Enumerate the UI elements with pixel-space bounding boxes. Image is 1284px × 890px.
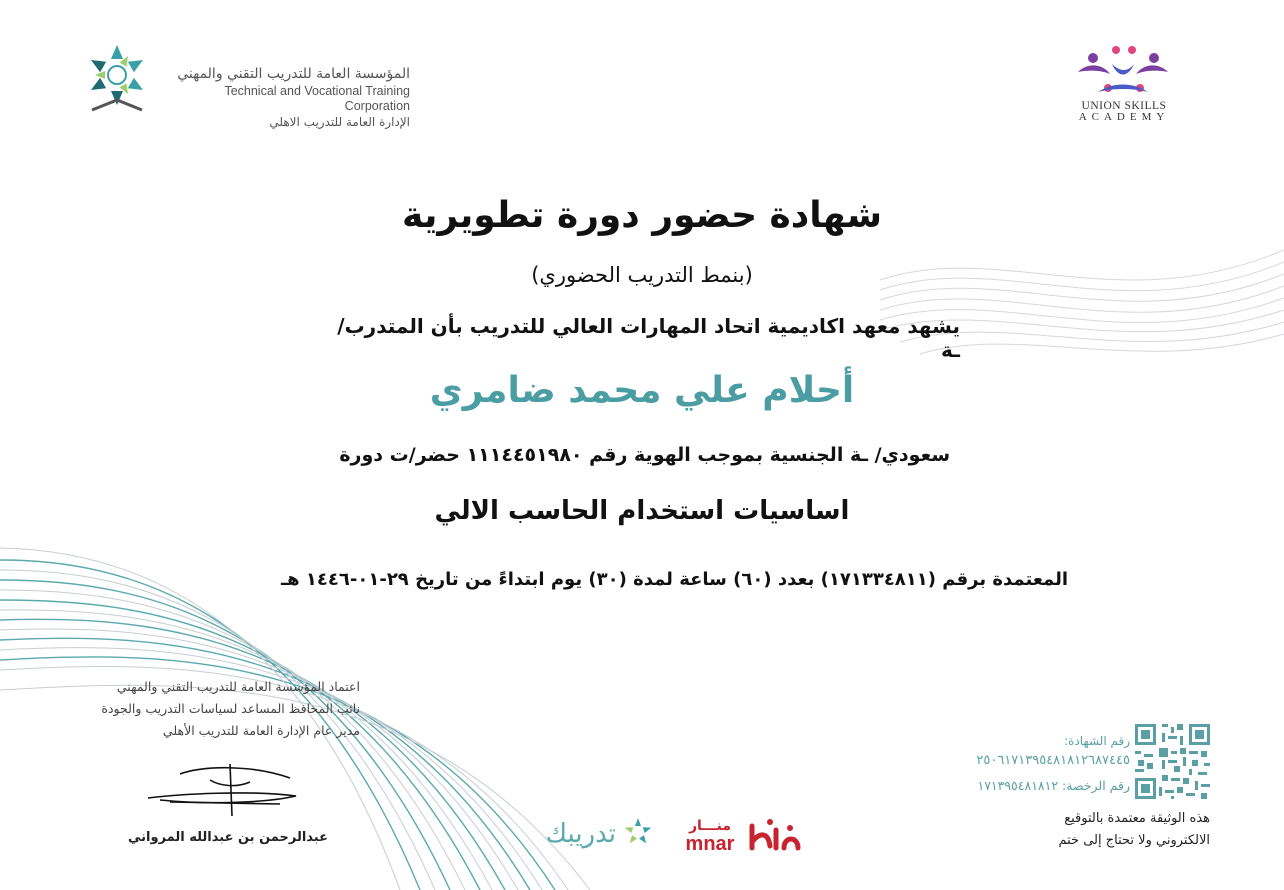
tadreebk-logo (520, 810, 660, 854)
electronic-signature-note (960, 808, 1210, 852)
union-skills-logo (1068, 42, 1178, 102)
certificate-title: شهادة حضور دورة تطويرية (402, 195, 882, 236)
mnar-arabic: منـــار (688, 818, 732, 834)
note-line-2: الالكتروني ولا تحتاج إلى ختم (1058, 833, 1210, 849)
tvtc-name-en: Technical and Vocational Training Corporation (224, 83, 410, 114)
signatory-line-1: اعتماد المؤسسة العامة للتدريب التقني والمهني (116, 679, 360, 694)
license-number: رقم الرخصة: ١٧١٣٩٥٤٨١٨١٢ (977, 778, 1130, 793)
mnar-logo (680, 812, 808, 856)
qr-code-icon[interactable] (1135, 724, 1210, 799)
trainee-name: أحلام علي محمد ضامري (429, 370, 855, 411)
nationality-line: سعودي/ ـة الجنسية بموجب الهوية رقم ١١١٤٤٥١٩٨٠ حضر/ت دورة (339, 444, 950, 466)
tadreebk-wordmark: تدريبك (545, 819, 616, 849)
union-skills-wordmark (1040, 100, 1208, 124)
certifies-text: يشهد معهد اكاديمية اتحاد المهارات العالي للتدريب بأن المتدرب/ ـة (337, 314, 960, 362)
certificate-number: ٢٥٠٦١٧١٣٩٥٤٨١٨١٢٦٨٧٤٤٥ (976, 753, 1130, 768)
academy-line-1: UNION SKILLS (1081, 100, 1167, 112)
note-line-1: هذه الوثيقة معتمدة بالتوقيع (1064, 811, 1210, 826)
course-name: اساسيات استخدام الحاسب الالي (434, 496, 850, 526)
tvtc-name-ar: المؤسسة العامة للتدريب التقني والمهني (177, 66, 410, 82)
academy-line-2: ACADEMY (1078, 111, 1170, 124)
handwritten-signature (140, 760, 300, 820)
approval-line: المعتمدة برقم (١٧١٣٣٤٨١١) بعدد (٦٠) ساعة لمدة (٣٠) يوم ابتداءً من تاريخ ٢٩-٠١-١٤٤٦ هـ (281, 569, 1068, 590)
signatory-name: عبدالرحمن بن عبدالله المرواني (128, 830, 328, 845)
certificate-subtitle: (بنمط التدريب الحضوري) (531, 263, 753, 287)
tvtc-logo (82, 40, 152, 120)
tvtc-heading (160, 66, 410, 130)
mnar-latin: mnar (685, 833, 735, 855)
signatory-titles (60, 676, 360, 742)
signatory-line-3: مدير عام الإدارة العامة للتدريب الأهلي (162, 722, 360, 738)
signatory-line-2: نائب المحافظ المساعد لسياسات التدريب والجودة (101, 700, 360, 716)
tvtc-department: الإدارة العامة للتدريب الاهلي (269, 114, 410, 129)
certificate-number-label: رقم الشهادة: (1064, 734, 1130, 748)
